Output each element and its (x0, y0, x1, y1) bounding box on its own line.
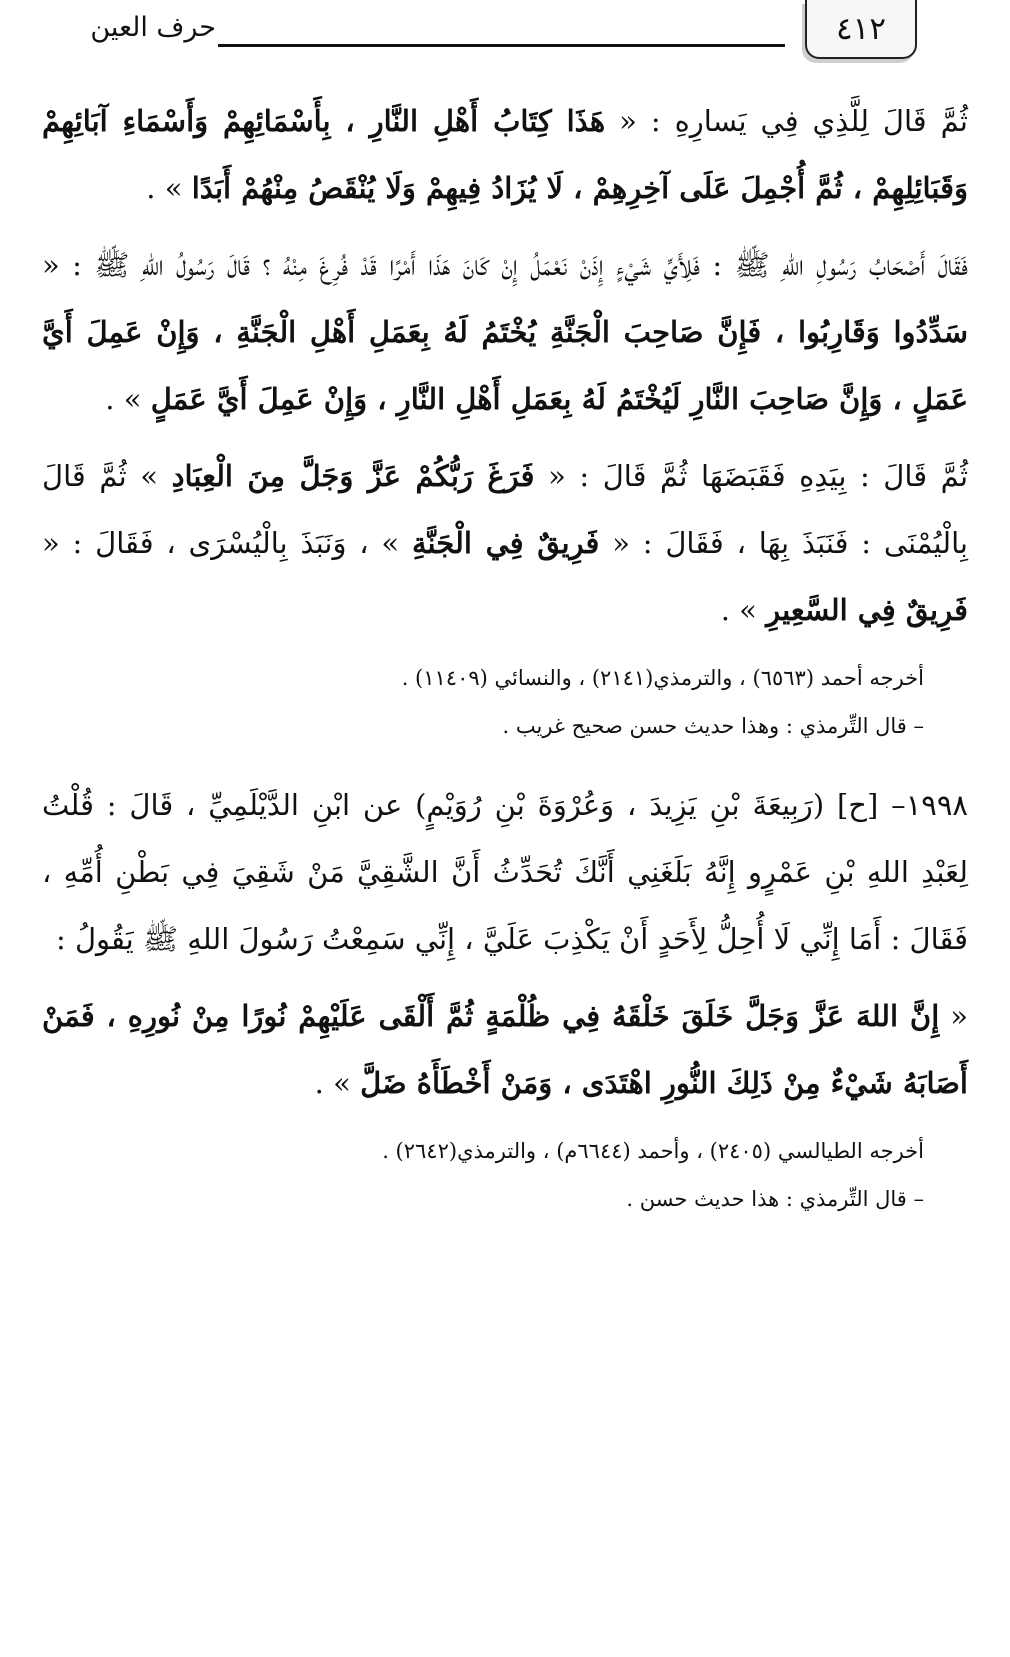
prophetic-quote: فَرَغَ رَبُّكُمْ عَزَّ وَجَلَّ مِنَ الْعِبَادِ (171, 459, 535, 493)
page-content (42, 88, 968, 1223)
hadith-text-paragraph (42, 88, 968, 222)
quote-close: » . (720, 593, 767, 627)
hadith-text-paragraph (42, 983, 968, 1117)
narration-text: ثُمَّ قَالَ : بِيَدِهِ فَقَبَضَهَا ثُمَّ قَالَ : « (534, 459, 969, 493)
narration-text: » ثُمَّ قَالَ بِالْيُمْنَى : فَنَبَذَ بِهَا ، فَقَالَ : « (42, 459, 968, 560)
hadith-isnad-paragraph (42, 772, 968, 973)
narration-text: » ، وَنَبَذَ بِالْيُسْرَى ، فَقَالَ : « (42, 526, 412, 560)
prophetic-quote: سَدِّدُوا وَقَارِبُوا ، فَإِنَّ صَاحِبَ الْجَنَّةِ يُخْتَمُ لَهُ بِعَمَلِ أَهْلِ الْجَنَّةِ ، وَإِنْ عَمِلَ أَيَّ عَمَلٍ ، وَإِنَّ صَاحِبَ النَّارِ لَيُخْتَمُ لَهُ بِعَمَلِ أَهْلِ النَّارِ ، وَإِنْ عَمِلَ أَيَّ عَمَلٍ (42, 315, 968, 416)
quote-close: » . (314, 1066, 361, 1100)
quote-close: » . (146, 171, 192, 205)
header-rule (218, 44, 785, 47)
narration-text: فَقَالَ أَصْحَابُ رَسُولِ اللهِ ﷺ : فَلِأَيِّ شَيْءٍ إِذَنْ نَعْمَلُ إِنْ كَانَ هَذَا أَمْرًا قَدْ فُرِغَ مِنْهُ ؟ قَالَ رَسُولُ اللهِ ﷺ : « (42, 248, 969, 282)
grading-footnote: – قال التِّرمذي : هذا حديث حسن . (626, 1187, 924, 1211)
section-gap (42, 750, 968, 772)
prophetic-quote: هَذَا كِتَابُ أَهْلِ النَّارِ ، بِأَسْمَائِهِمْ وَأَسْمَاءِ آبَائِهِمْ وَقَبَائِلِهِمْ ، ثُمَّ أُجْمِلَ عَلَى آخِرِهِمْ ، لَا يُزَادُ فِيهِمْ وَلَا يُنْقَصُ مِنْهُمْ أَبَدًا (42, 104, 968, 205)
prophetic-quote: فَرِيقٌ فِي الْجَنَّةِ (411, 526, 600, 560)
hadith-text-paragraph (42, 443, 968, 644)
narration-text: ثُمَّ قَالَ لِلَّذِي فِي يَسارِهِ : « (605, 104, 968, 138)
quote-open: « (939, 999, 968, 1033)
takhrij-footnote: أخرجه الطيالسي (٢٤٠٥) ، وأحمد (٦٦٤٤م) ، والترمذي(٢٦٤٢) . (382, 1139, 924, 1163)
page-header (38, 0, 1010, 70)
takhrij-footnote: أخرجه أحمد (٦٥٦٣) ، والترمذي(٢١٤١) ، والنسائي (١١٤٠٩) . (401, 666, 924, 690)
narration-text: ١٩٩٨– [ح] (رَبِيعَةَ بْنِ يَزِيدَ ، وَعُرْوَةَ بْنِ رُوَيْمٍ) عن ابْنِ الدَّيْلَمِيِّ ، قَالَ : قُلْتُ لِعَبْدِ اللهِ بْنِ عَمْرٍو إِنَّهُ بَلَغَنِي أَنَّكَ تُحَدِّثُ أَنَّ الشَّقِيَّ مَنْ شَقِيَ فِي بَطْنِ أُمِّهِ ، فَقَالَ : أَمَا إِنِّي لَا أُحِلُّ لِأَحَدٍ أَنْ يَكْذِبَ عَلَيَّ ، إِنِّي سَمِعْتُ رَسُولَ اللهِ ﷺ يَقُولُ : (42, 788, 968, 956)
hadith-text-paragraph (42, 232, 968, 433)
quote-close: » . (105, 382, 151, 416)
grading-footnote: – قال التِّرمذي : وهذا حديث حسن صحيح غريب . (502, 714, 924, 738)
chapter-title: حرف العين (90, 12, 216, 43)
page-number: ٤١٢ (805, 0, 917, 59)
prophetic-quote: فَرِيقٌ فِي السَّعِيرِ (766, 593, 968, 627)
prophetic-quote: إِنَّ اللهَ عَزَّ وَجَلَّ خَلَقَ خَلْقَهُ فِي ظُلْمَةٍ ثُمَّ أَلْقَى عَلَيْهِمْ نُورًا مِنْ نُورِهِ ، فَمَنْ أَصَابَهُ شَيْءٌ مِنْ ذَلِكَ النُّورِ اهْتَدَى ، وَمَنْ أَخْطَأَهُ ضَلَّ (42, 999, 968, 1100)
